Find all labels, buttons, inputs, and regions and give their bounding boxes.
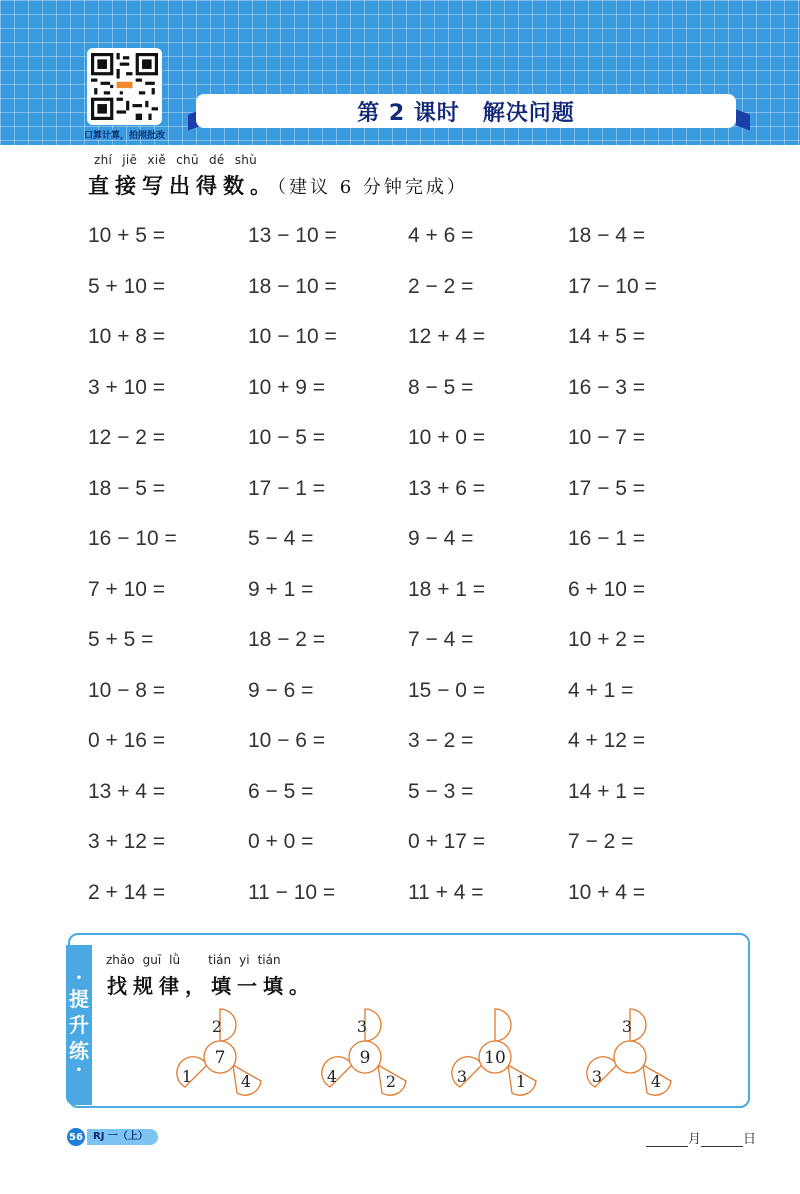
equation[interactable]: 18 − 2 = xyxy=(248,628,326,651)
equation[interactable]: 3 − 2 = xyxy=(408,729,474,752)
pinwheel-top: 3 xyxy=(356,1017,368,1036)
day-label: 日 xyxy=(743,1132,757,1147)
equation[interactable]: 7 − 2 = xyxy=(568,830,634,853)
qr-caption: 口算计算，拍照批改 xyxy=(84,131,166,141)
month-label: 月 xyxy=(688,1132,702,1147)
equation[interactable]: 17 − 5 = xyxy=(568,476,646,500)
tab-char: 练 xyxy=(69,1039,89,1063)
equation[interactable]: 5 + 5 = xyxy=(88,628,154,651)
page-badge xyxy=(67,1128,158,1146)
section1-heading xyxy=(88,170,468,200)
equation[interactable]: 6 + 10 = xyxy=(568,577,646,601)
equation[interactable]: 12 + 4 = xyxy=(408,325,486,348)
equation[interactable]: 16 − 3 = xyxy=(568,375,646,399)
equation[interactable]: 18 + 1 = xyxy=(408,577,486,601)
qr-code[interactable] xyxy=(87,48,162,125)
number-pinwheel[interactable] xyxy=(165,1005,275,1100)
pinwheel-icon xyxy=(575,1005,685,1100)
equation[interactable]: 5 + 10 = xyxy=(88,274,166,298)
header-banner xyxy=(0,0,800,145)
equation[interactable]: 18 − 5 = xyxy=(88,476,166,500)
equation[interactable]: 7 − 4 = xyxy=(408,628,474,651)
tab-char: 提 xyxy=(69,987,89,1011)
equation[interactable]: 0 + 17 = xyxy=(408,830,486,853)
section1-heading-text: 直接写出得数。 xyxy=(88,174,277,198)
equation[interactable]: 12 − 2 = xyxy=(88,426,166,449)
equation[interactable]: 10 + 0 = xyxy=(408,426,486,449)
equation[interactable]: 5 − 4 = xyxy=(248,527,314,550)
equation[interactable]: 15 − 0 = xyxy=(408,678,486,702)
equation[interactable]: 11 + 4 = xyxy=(408,880,484,904)
equation[interactable]: 14 + 5 = xyxy=(568,325,646,348)
lesson-title: 第 2 课时 解决问题 xyxy=(357,100,575,126)
practice-tab xyxy=(66,945,92,1105)
equation[interactable]: 18 − 10 = xyxy=(248,274,337,298)
pinyin-syllable: zhǎo xyxy=(106,953,135,967)
equation[interactable]: 3 + 10 = xyxy=(88,375,166,399)
lesson-title-bar xyxy=(196,94,736,128)
pinyin-syllable: lǜ xyxy=(169,953,181,967)
tab-dot: • xyxy=(75,973,83,984)
equation[interactable]: 4 + 6 = xyxy=(408,224,474,247)
day-blank[interactable] xyxy=(701,1133,743,1147)
equation[interactable]: 10 − 8 = xyxy=(88,678,166,702)
date-field xyxy=(646,1128,756,1147)
pinwheel-center: 9 xyxy=(359,1048,371,1068)
equation[interactable]: 4 + 1 = xyxy=(568,678,634,702)
equation[interactable]: 13 + 6 = xyxy=(408,476,486,500)
pinwheel-top: 3 xyxy=(621,1017,633,1036)
equation[interactable]: 8 − 5 = xyxy=(408,375,474,399)
equation[interactable]: 17 − 1 = xyxy=(248,476,326,500)
equation[interactable]: 10 + 9 = xyxy=(248,375,326,399)
equation[interactable]: 3 + 12 = xyxy=(88,830,166,853)
month-blank[interactable] xyxy=(646,1133,688,1147)
tab-char: 升 xyxy=(69,1013,89,1037)
equation[interactable]: 4 + 12 = xyxy=(568,729,646,752)
pinwheel-right: 4 xyxy=(650,1072,662,1091)
pinyin-syllable: tián xyxy=(208,953,232,967)
equation[interactable]: 10 − 10 = xyxy=(248,325,337,348)
pinwheel-right: 4 xyxy=(240,1072,252,1091)
equation[interactable]: 6 − 5 = xyxy=(248,779,314,803)
number-pinwheel[interactable] xyxy=(575,1005,685,1100)
page-number: 56 xyxy=(67,1128,85,1146)
qr-code-icon xyxy=(91,52,158,121)
equation[interactable]: 10 − 5 = xyxy=(248,426,326,449)
equation[interactable]: 5 − 3 = xyxy=(408,779,474,803)
equation[interactable]: 14 + 1 = xyxy=(568,779,646,803)
pinwheel-right: 1 xyxy=(515,1072,527,1091)
equation[interactable]: 9 + 1 = xyxy=(248,577,314,601)
equation-grid xyxy=(88,222,708,929)
equation[interactable]: 17 − 10 = xyxy=(568,274,657,298)
pinwheel-icon xyxy=(165,1005,275,1100)
equation[interactable]: 10 + 5 = xyxy=(88,224,166,247)
pinwheel-icon xyxy=(310,1005,420,1100)
section2-pinyin xyxy=(106,953,289,967)
equation[interactable]: 11 − 10 = xyxy=(248,880,336,904)
equation[interactable]: 2 − 2 = xyxy=(408,274,474,298)
pinwheel-right: 2 xyxy=(385,1072,397,1091)
equation[interactable]: 9 − 6 = xyxy=(248,678,314,702)
equation[interactable]: 16 − 10 = xyxy=(88,527,177,550)
section1-pinyin: zhí jiē xiě chū dé shù xyxy=(94,153,258,167)
pinwheel-center: 10 xyxy=(484,1048,506,1068)
equation[interactable]: 2 + 14 = xyxy=(88,880,166,904)
equation[interactable]: 0 + 16 = xyxy=(88,729,166,752)
ribbon-right xyxy=(736,109,750,130)
section2-heading: 找规律，填一填。 xyxy=(107,974,315,998)
equation[interactable]: 13 + 4 = xyxy=(88,779,166,803)
pinwheel-left: 3 xyxy=(456,1067,468,1086)
equation[interactable]: 10 − 7 = xyxy=(568,426,646,449)
equation[interactable]: 13 − 10 = xyxy=(248,224,337,247)
pinwheel-top: 2 xyxy=(211,1017,223,1036)
tab-dot: • xyxy=(75,1065,83,1076)
pinyin-syllable: guī xyxy=(142,953,162,967)
pinyin-syllable: tián xyxy=(257,953,281,967)
equation[interactable]: 10 + 8 = xyxy=(88,325,166,348)
equation[interactable]: 18 − 4 = xyxy=(568,224,646,247)
pinyin-syllable: yi xyxy=(239,953,250,967)
edition-label: RJ 一（上） xyxy=(87,1129,158,1145)
equation[interactable]: 7 + 10 = xyxy=(88,577,166,601)
equation[interactable]: 10 + 4 = xyxy=(568,880,646,904)
equation[interactable]: 10 − 6 = xyxy=(248,729,326,752)
pinwheel-icon xyxy=(440,1005,550,1100)
equation[interactable]: 9 − 4 = xyxy=(408,527,474,550)
equation[interactable]: 10 + 2 = xyxy=(568,628,646,651)
pinwheel-center: 7 xyxy=(214,1048,226,1068)
number-pinwheel[interactable] xyxy=(440,1005,550,1100)
pinwheel-left: 4 xyxy=(326,1067,338,1086)
pinwheel-left: 1 xyxy=(181,1067,193,1086)
number-pinwheel[interactable] xyxy=(310,1005,420,1100)
pinwheel-left: 3 xyxy=(591,1067,603,1086)
equation[interactable]: 16 − 1 = xyxy=(568,527,646,550)
equation[interactable]: 0 + 0 = xyxy=(248,830,314,853)
section1-time-note: （建议 6 分钟完成） xyxy=(277,177,468,198)
